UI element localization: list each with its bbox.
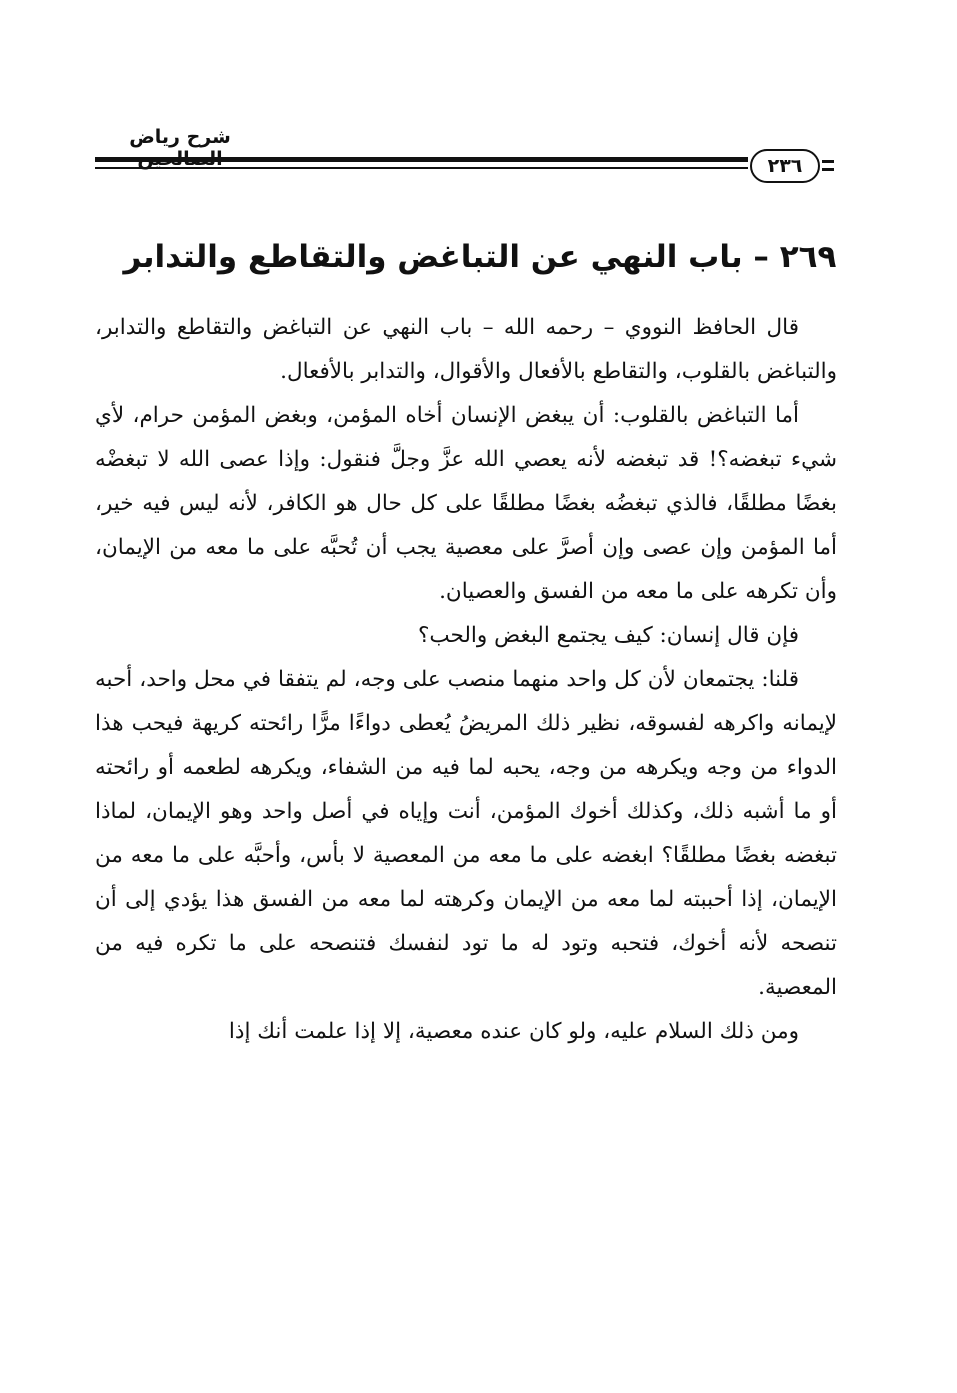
body-text [95,306,837,1054]
page-number-ornament [822,160,834,163]
page-number: ٢٣٦ [750,149,820,183]
paragraph: فإن قال إنسان: كيف يجتمع البغض والحب؟ [417,623,799,648]
header-rule-thin [95,167,748,169]
header-rule-thick [95,157,748,162]
running-title: شرح رياض [129,126,231,148]
paragraph: أما التباغض بالقلوب: أن يبغض الإنسان أخاه المؤمن، وبغض المؤمن حرام، لأي شيء تبغضه؟! قد تبغضه لأنه يعصي الله عزَّ وجلَّ فنقول: وإذا عصى الله لا تبغضْه بغضًا مطلقًا، فالذي تبغضُه بغضًا مطلقًا على كل حال هو الكافر، لأنه ليس فيه خير، أما المؤمن وإن عصى وإن أصرَّ على معصية يجب أن تُحبَّه على ما معه من الإيمان، وأن تكرهه على ما معه من الفسق والعصيان. [95,403,837,604]
paragraph: ومن ذلك السلام عليه، ولو كان عنده معصية، إلا إذا علمت أنك إذا [228,1019,799,1044]
paragraph: قلنا: يجتمعان لأن كل واحد منهما منصب على وجه، لم يتفقا في محل واحد، أحبه لإيمانه واكرهه لفسوقه، نظير ذلك المريضُ يُعطى دواءًا مرًّا رائحته كريهة فيحب هذا الدواء من وجه ويكرهه من وجه، يحبه لما فيه من الشفاء، ويكرهه لطعمه أو رائحته أو ما أشبه ذلك، وكذلك أخوك المؤمن، أنت وإياه في أصل واحد وهو الإيمان، لماذا تبغضه بغضًا مطلقًا؟ ابغضه على ما معه من المعصية لا بأس، وأحبَّه على ما معه من الإيمان، إذا أحببته لما معه من الإيمان وكرهته لما معه من الفسق هذا يؤدي إلى أن تنصحه لأنه أخوك، فتحبه وتود له ما تود لنفسك فتنصحه على ما تكره فيه من المعصية. [95,667,837,1000]
paragraph: قال الحافظ النووي – رحمه الله – باب النهي عن التباغض والتقاطع والتدابر، والتباغض بالقلوب، والتقاطع بالأفعال والأقوال، والتدابر بالأفعال. [95,315,837,384]
chapter-title: ٢٦٩ – باب النهي عن التباغض والتقاطع والتدابر [123,239,837,275]
page-number-ornament [822,168,834,171]
